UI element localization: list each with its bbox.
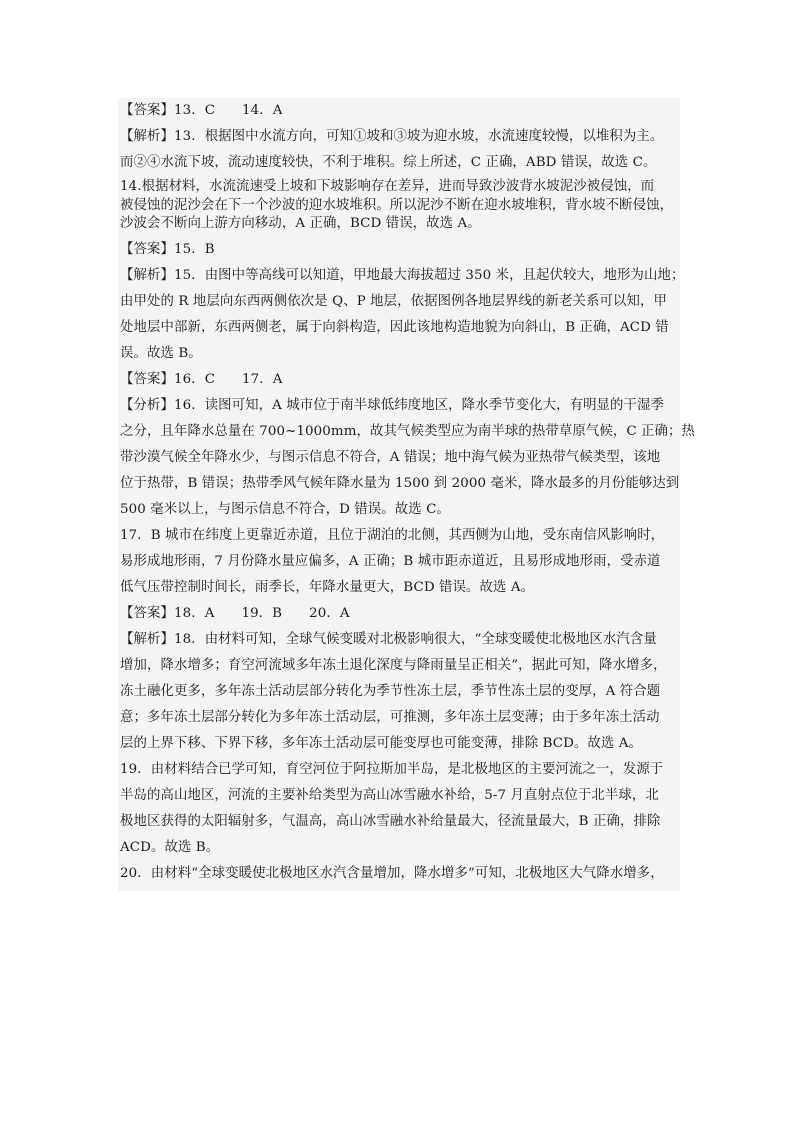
analysis-line: 而②④水流下坡，流动速度较快，不利于堆积。综上所述，C 正确，ABD 错误，故选 C。 xyxy=(120,155,657,170)
analysis-line: 半岛的高山地区，河流的主要补给类型为高山冰雪融水补给，5-7 月直射点位于北半球，北 xyxy=(120,787,659,803)
analysis-line: 易形成地形雨，7 月份降水量应偏多，A 正确；B 城市距赤道近，且易形成地形雨，受赤道 xyxy=(120,553,661,569)
analysis-line: 位于热带，B 错误；热带季风气候年降水量为 1500 到 2000 毫米，降水最多的月份能够达到 xyxy=(120,475,680,491)
answer-line: 【答案】15．B xyxy=(120,241,215,257)
analysis-line: 【解析】15．由图中等高线可以知道，甲地最大海拔超过 350 米，且起伏较大，地形为山地； xyxy=(120,267,685,283)
answer-document xyxy=(118,98,695,891)
analysis-paragraph-14 xyxy=(120,176,678,237)
analysis-line: 层的上界下移、下界下移，多年冻土活动层可能变厚也可能变薄，排除 BCD。故选 A。 xyxy=(120,735,643,751)
analysis-line: 由甲处的 R 地层向东西两侧依次是 Q、P 地层，依据图例各地层界线的新老关系可以知，甲 xyxy=(120,293,667,309)
analysis-line: 20．由材料“全球变暖使北极地区水汽含量增加，降水增多”可知，北极地区大气降水增多， xyxy=(120,865,664,881)
analysis-line: 误。故选 B。 xyxy=(120,345,202,361)
analysis-line: 17．B 城市在纬度上更靠近赤道，且位于湖泊的北侧，其西侧为山地，受东南信风影响时， xyxy=(120,527,665,543)
analysis-line: 19．由材料结合已学可知，育空河位于阿拉斯加半岛，是北极地区的主要河流之一，发源于 xyxy=(120,761,664,777)
analysis-line: 带沙漠气候全年降水少，与图示信息不符合，A 错误；地中海气候为亚热带气候类型，该地 xyxy=(120,449,661,465)
analysis-line: 冻土融化更多，多年冻土活动层部分转化为季节性冻土层，季节性冻土层的变厚，A 符合题 xyxy=(120,683,661,699)
answer-line: 【答案】13．C 14．A xyxy=(120,103,283,118)
analysis-line: 之分，且年降水总量在 700~1000mm，故其气候类型应为南半球的热带草原气候，C 正确；热 xyxy=(120,423,695,439)
analysis-line: 14.根据材料，水流流速受上坡和下坡影响存在差异，进而导致沙波背水坡泥沙被侵蚀，而 xyxy=(120,179,655,194)
analysis-line: 增加，降水增多；育空河流域多年冻土退化深度与降雨量呈正相关”，据此可知，降水增多， xyxy=(120,657,667,673)
analysis-line: 500 毫米以上，与图示信息不符合，D 错误。故选 C。 xyxy=(120,501,450,517)
analysis-line: 【解析】18．由材料可知，全球气候变暖对北极影响很大，“全球变暖使北极地区水汽含量 xyxy=(120,631,657,647)
analysis-line: 被侵蚀的泥沙会在下一个沙波的迎水坡堆积。所以泥沙不断在迎水坡堆积，背水坡不断侵蚀， xyxy=(120,197,674,213)
analysis-line: 沙波会不断向上游方向移动，A 正确，BCD 错误，故选 A。 xyxy=(120,216,481,231)
answer-line: 【答案】18．A 19．B 20．A xyxy=(120,605,350,621)
analysis-line: 极地区获得的太阳辐射多，气温高，高山冰雪融水补给量最大，径流量最大，B 正确，排除 xyxy=(120,813,661,829)
analysis-line: ACD。故选 B。 xyxy=(120,839,220,855)
analysis-line: 【分析】16．读图可知，A 城市位于南半球低纬度地区，降水季节变化大，有明显的干湿季 xyxy=(120,397,665,413)
analysis-line: 【解析】13．根据图中水流方向，可知①坡和③坡为迎水坡，水流速度较慢，以堆积为主。 xyxy=(120,129,664,144)
answer-line: 【答案】16．C 17．A xyxy=(120,371,283,387)
analysis-line: 处地层中部新，东西两侧老，属于向斜构造，因此该地构造地貌为向斜山，B 正确，ACD 错 xyxy=(120,319,669,335)
analysis-line: 低气压带控制时间长，雨季长，年降水量更大，BCD 错误。故选 A。 xyxy=(120,579,535,595)
analysis-line: 意；多年冻土层部分转化为多年冻土活动层，可推测，多年冻土层变薄；由于多年冻土活动 xyxy=(120,709,660,725)
